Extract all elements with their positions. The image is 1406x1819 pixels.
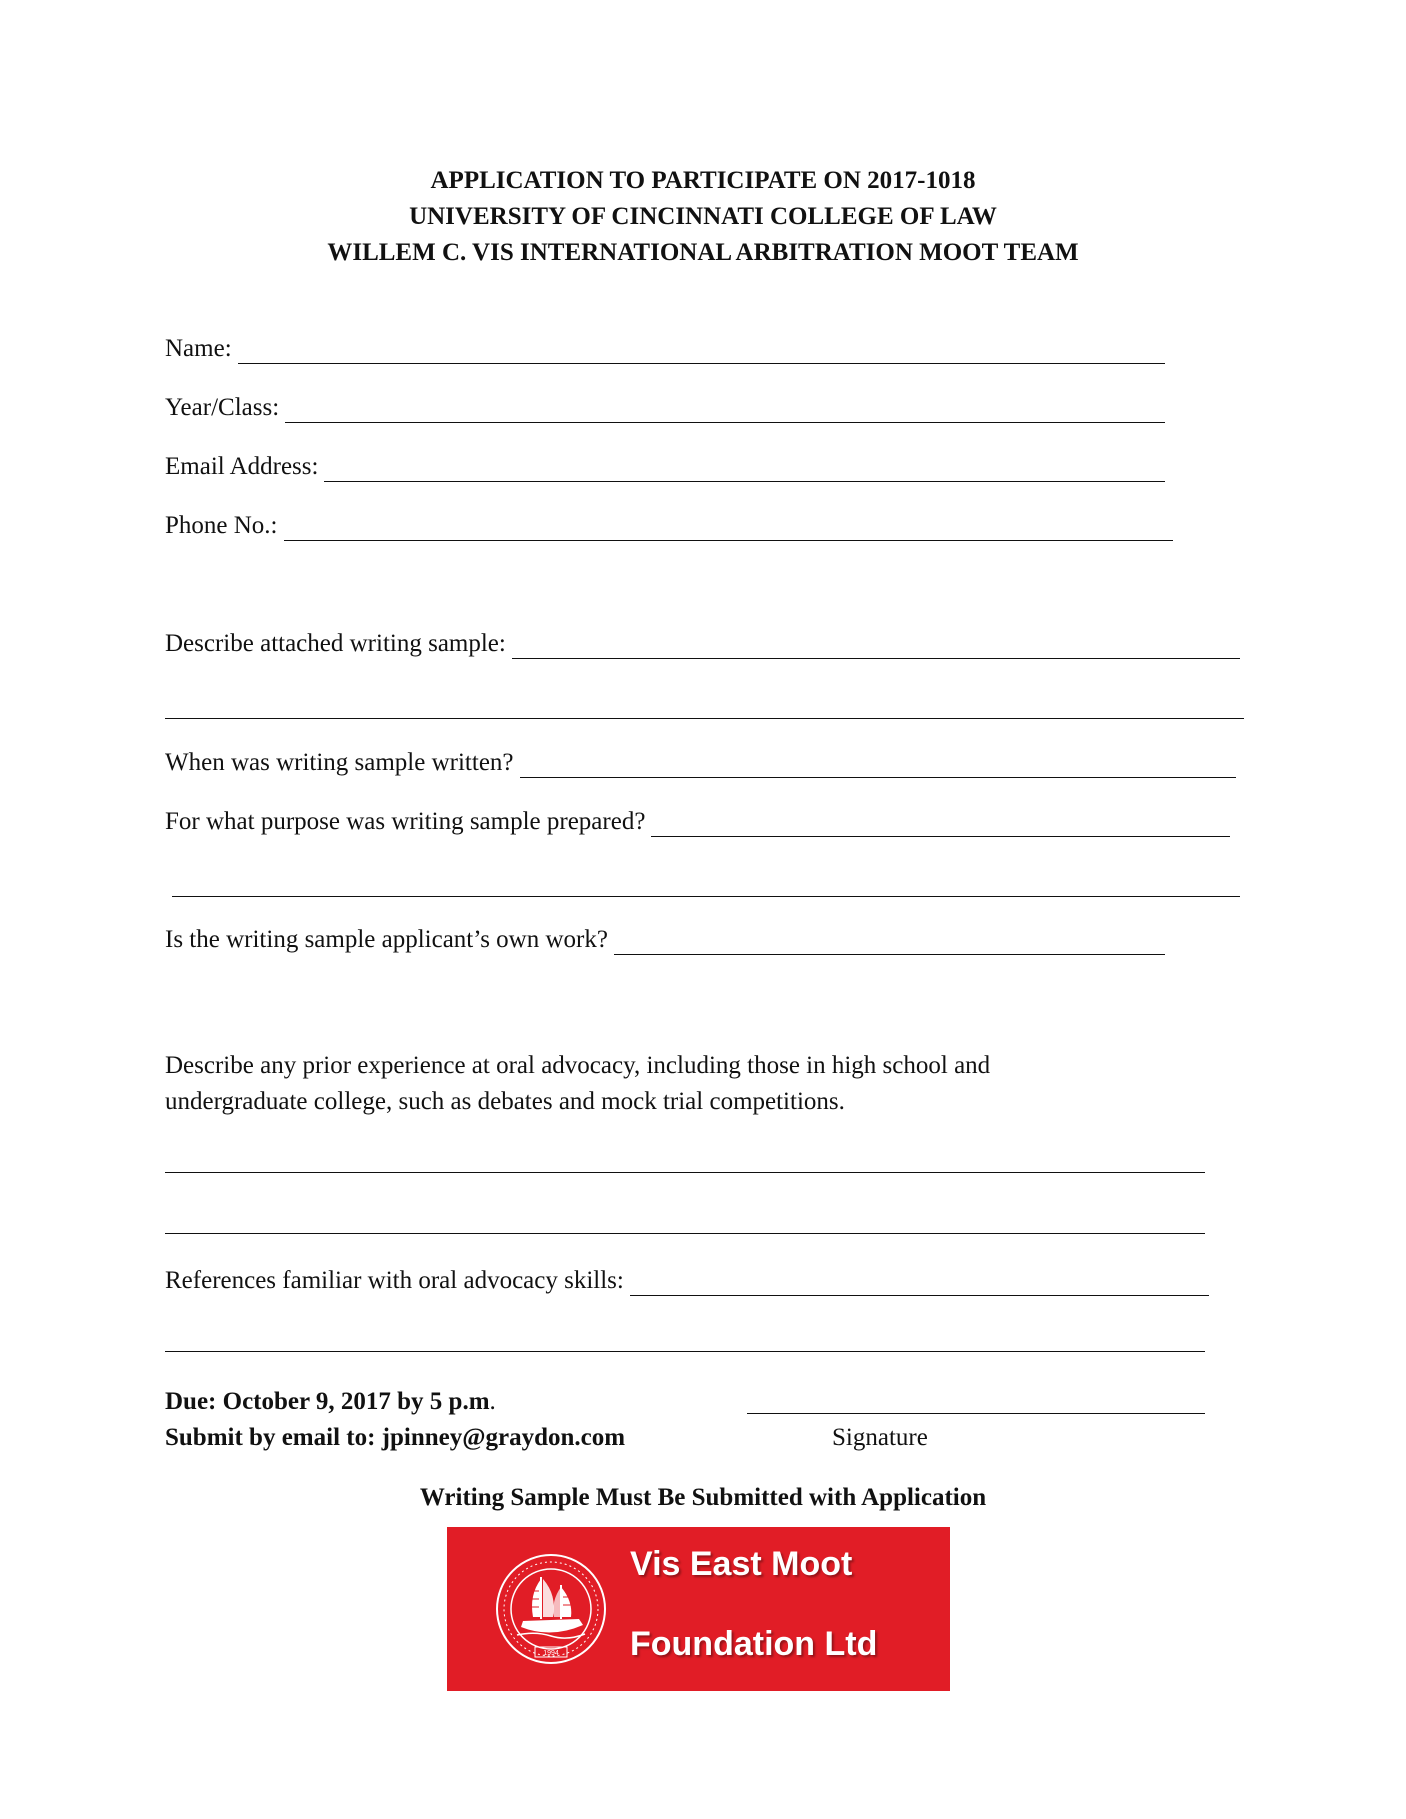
year-class-label: Year/Class: [165, 394, 280, 421]
own-work-field[interactable] [165, 925, 1165, 955]
writing-sample-continuation-line[interactable] [165, 718, 1244, 719]
seal-year: 1994 [543, 1650, 559, 1657]
title-line-1: APPLICATION TO PARTICIPATE ON 2017-1018 [430, 167, 976, 194]
due-date-text: Due: October 9, 2017 by 5 p.m [165, 1388, 490, 1415]
year-class-input-line[interactable] [285, 400, 1165, 423]
submit-instructions: Submit by email to: jpinney@graydon.com [165, 1424, 626, 1451]
submission-notice: Writing Sample Must Be Submitted with Application [419, 1484, 987, 1511]
junk-ship-seal-icon [491, 1539, 611, 1679]
oral-advocacy-prompt-line-2: undergraduate college, such as debates and mock trial competitions. [165, 1088, 845, 1115]
signature-line[interactable] [747, 1413, 1205, 1414]
references-field[interactable] [165, 1266, 1209, 1296]
phone-label: Phone No.: [165, 512, 278, 539]
references-continuation-line[interactable] [165, 1351, 1205, 1352]
purpose-input-line[interactable] [651, 814, 1230, 837]
own-work-label: Is the writing sample applicant’s own work? [165, 926, 608, 953]
phone-input-line[interactable] [284, 518, 1174, 541]
logo-line-2: Foundation Ltd [630, 1625, 878, 1663]
name-label: Name: [165, 335, 232, 362]
vis-east-moot-logo [447, 1527, 950, 1691]
references-label: References familiar with oral advocacy skills: [165, 1267, 624, 1294]
email-field[interactable] [165, 452, 1165, 482]
logo-line-1: Vis East Moot [630, 1545, 853, 1583]
due-date-period: . [489, 1388, 496, 1415]
writing-sample-label: Describe attached writing sample: [165, 630, 506, 657]
signature-label: Signature [832, 1424, 928, 1451]
oral-advocacy-answer-line-1[interactable] [165, 1172, 1205, 1173]
title-line-3: WILLEM C. VIS INTERNATIONAL ARBITRATION MOOT TEAM [327, 239, 1079, 266]
when-written-input-line[interactable] [520, 755, 1236, 778]
writing-sample-input-line[interactable] [512, 636, 1240, 659]
oral-advocacy-prompt-line-1: Describe any prior experience at oral advocacy, including those in high school and [165, 1052, 991, 1079]
name-input-line[interactable] [238, 341, 1165, 364]
title-line-2: UNIVERSITY OF CINCINNATI COLLEGE OF LAW [409, 203, 997, 230]
year-class-field[interactable] [165, 393, 1165, 423]
own-work-input-line[interactable] [614, 932, 1165, 955]
purpose-label: For what purpose was writing sample prepared? [165, 808, 646, 835]
writing-sample-field[interactable] [165, 629, 1240, 659]
oral-advocacy-answer-line-2[interactable] [165, 1233, 1205, 1234]
when-written-label: When was writing sample written? [165, 749, 514, 776]
purpose-field[interactable] [165, 807, 1230, 837]
email-input-line[interactable] [324, 459, 1165, 482]
purpose-continuation-line[interactable] [172, 896, 1240, 897]
name-field[interactable] [165, 334, 1165, 364]
email-label: Email Address: [165, 453, 319, 480]
when-written-field[interactable] [165, 748, 1236, 778]
references-input-line[interactable] [630, 1273, 1209, 1296]
due-date [165, 1384, 496, 1420]
phone-field[interactable] [165, 511, 1173, 541]
